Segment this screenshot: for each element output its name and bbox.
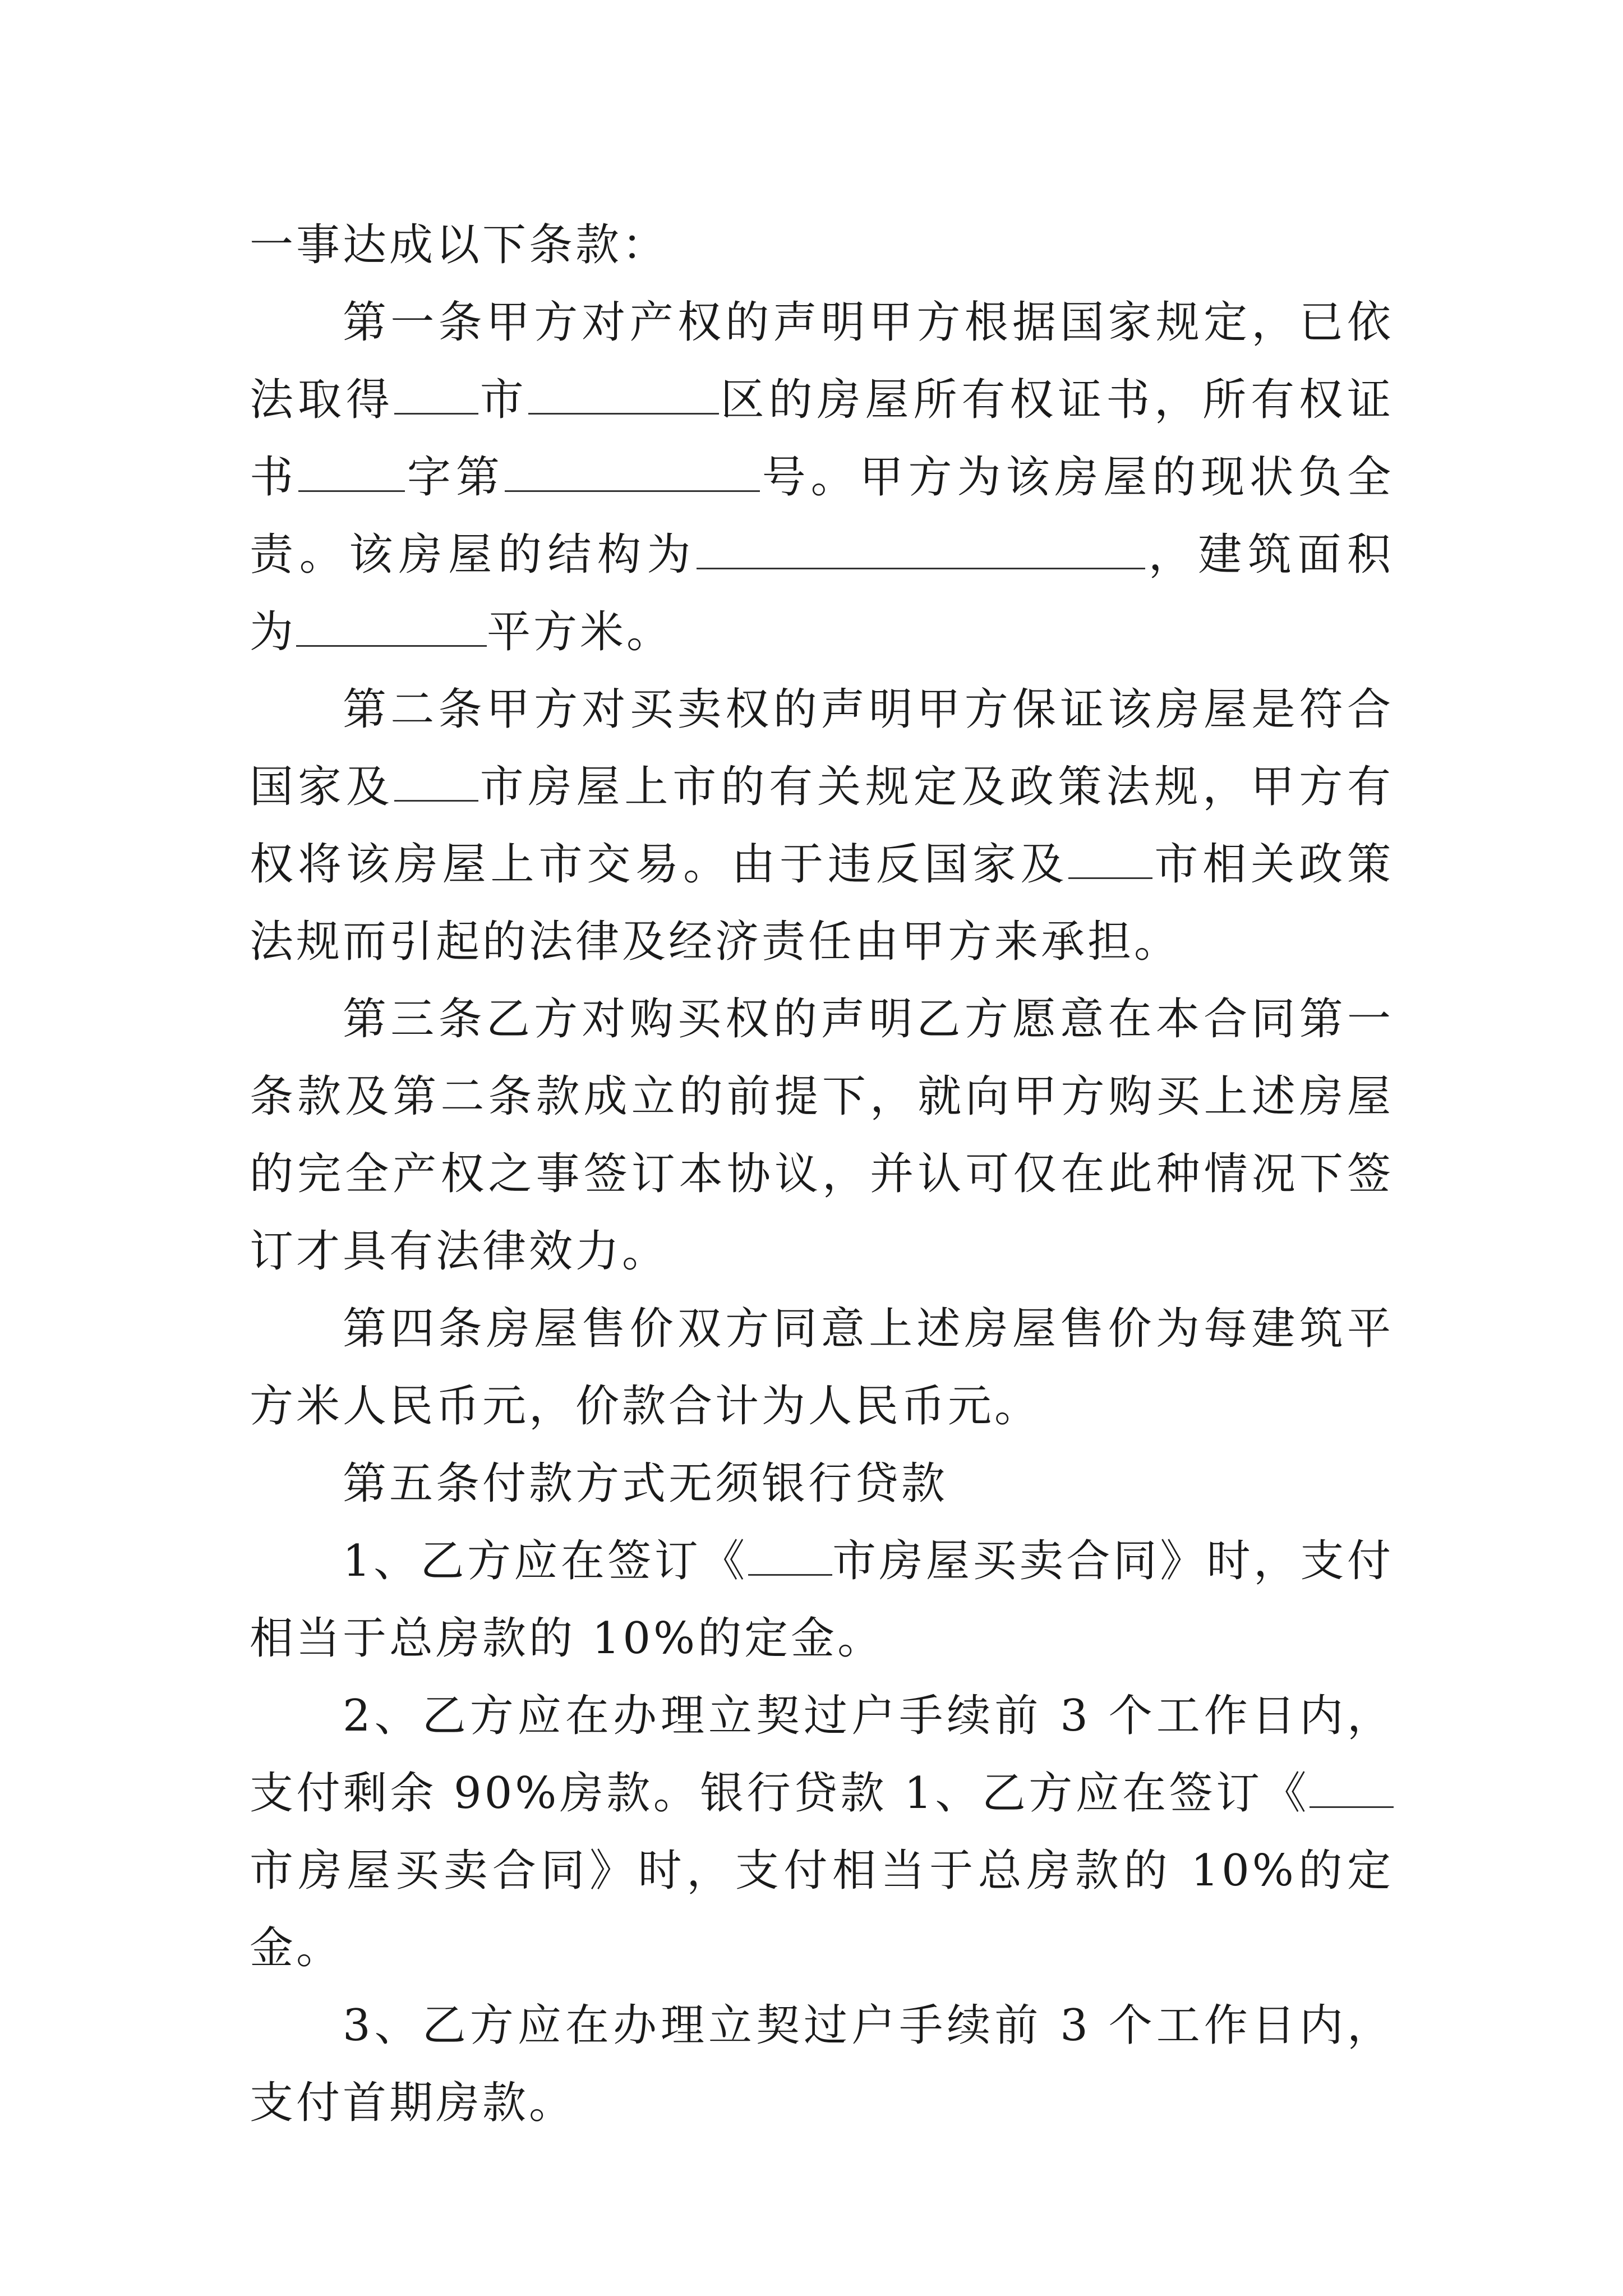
paragraph-item-3: [250, 1987, 1394, 2142]
paragraph-article-5: [250, 1445, 1394, 1522]
paragraph-article-1: [250, 284, 1394, 671]
article-3-text: 第三条乙方对购买权的声明乙方愿意在本合同第一条款及第二条款成立的前提下，就向甲方购买上述房屋的完全产权之事签订本协议，并认可仅在此种情况下签订才具有法律效力。: [250, 994, 1394, 1277]
paragraph-article-3: [250, 981, 1394, 1290]
blank-certificate-number: [505, 455, 760, 492]
article-1-text-g: 平方米。: [487, 607, 674, 657]
blank-city: [1310, 1772, 1394, 1808]
blank-city: [748, 1539, 832, 1576]
paragraph-item-1: [250, 1522, 1394, 1677]
item-1-text-b: 市房屋买卖合同》时，支付相当于总房款的 10%的定金。: [250, 1536, 1394, 1664]
intro-text: 一事达成以下条款：: [250, 220, 669, 270]
article-2-text-c: 市相关政策法规而引起的法律及经济责任由甲方来承担。: [250, 839, 1394, 967]
blank-city: [394, 378, 478, 415]
item-1-text-a: 1、乙方应在签订《: [343, 1536, 748, 1586]
article-5-text: 第五条付款方式无须银行贷款: [343, 1458, 948, 1509]
article-1-text-f: ，建筑面积为: [250, 530, 1394, 657]
blank-structure: [697, 533, 1145, 569]
blank-certificate-prefix: [298, 455, 405, 492]
paragraph-item-2: [250, 1677, 1394, 1987]
item-3-text: 3、乙方应在办理立契过户手续前 3 个工作日内，支付首期房款。: [250, 2000, 1394, 2128]
blank-city: [1068, 843, 1152, 879]
article-4-text: 第四条房屋售价双方同意上述房屋售价为每建筑平方米人民币元，价款合计为人民币元。: [250, 1304, 1394, 1432]
paragraph-intro: [250, 206, 1394, 284]
article-2-text-b: 市房屋上市的有关规定及政策法规，甲方有权将该房屋上市交易。由于违反国家及: [250, 762, 1394, 890]
paragraph-article-2: [250, 671, 1394, 981]
paragraph-article-4: [250, 1290, 1394, 1445]
article-1-text-c: 区的房屋所有权证书，所有权证书: [250, 375, 1394, 503]
article-1-text-b: 市: [478, 375, 528, 425]
contract-body: [250, 206, 1394, 2142]
item-2-text-b: 市房屋买卖合同》时，支付相当于总房款的 10%的定金。: [250, 1846, 1394, 1973]
article-2-text-a: 第二条甲方对买卖权的声明甲方保证该房屋是符合国家及: [250, 684, 1394, 812]
article-1-text-e: 号。甲方为该房屋的现状负全责。该房屋的结构为: [250, 452, 1394, 580]
blank-district: [528, 378, 719, 415]
article-1-text-d: 字第: [404, 452, 505, 503]
blank-city: [394, 765, 478, 802]
article-1-text-a: 第一条甲方对产权的声明甲方根据国家规定，已依法取得: [250, 297, 1394, 425]
item-2-text-a: 2、乙方应在办理立契过户手续前 3 个工作日内，支付剩余 90%房款。银行贷款 1、乙方应在签订《: [250, 1691, 1394, 1819]
blank-floor-area: [296, 610, 487, 647]
